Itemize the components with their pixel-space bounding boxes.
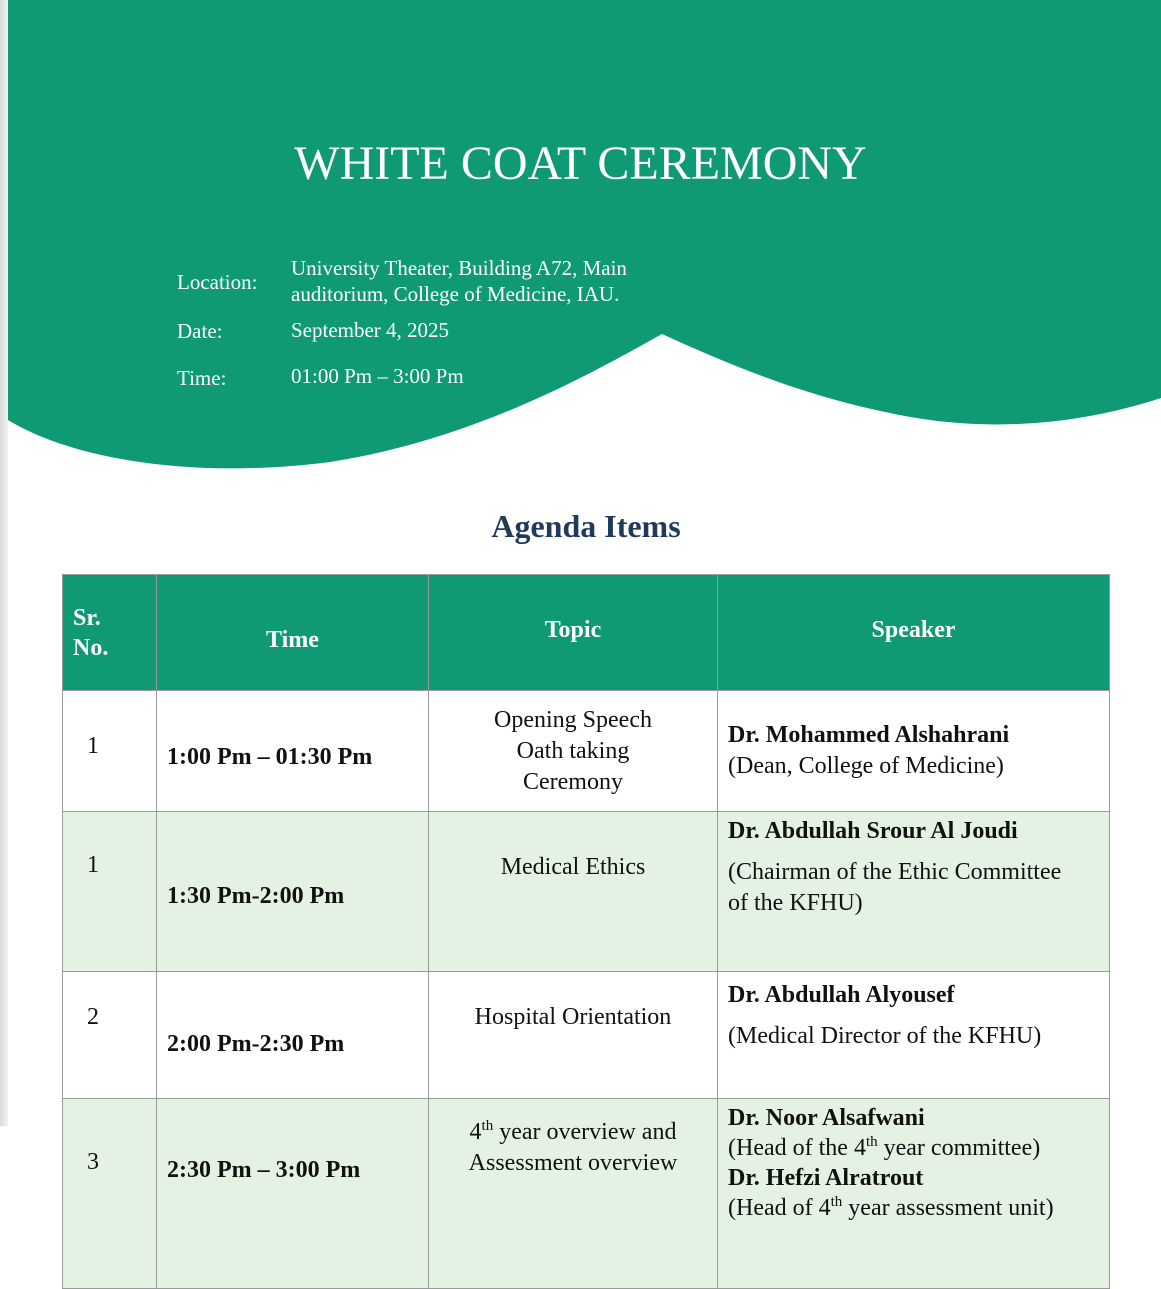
date-label: Date:	[177, 319, 223, 343]
speaker-role-text: year committee)	[877, 1135, 1041, 1161]
agenda-heading: Agenda Items	[491, 508, 681, 544]
topic-superscript: th	[481, 1118, 494, 1134]
time-value: 01:00 Pm – 3:00 Pm	[291, 364, 464, 388]
speaker-role-superscript: th	[865, 1134, 878, 1150]
table-row	[63, 812, 1110, 972]
topic-line: Assessment overview	[468, 1150, 678, 1176]
row-topic: Medical Ethics	[429, 812, 718, 972]
topic-line: Ceremony	[523, 768, 623, 795]
row-speaker	[718, 691, 1110, 812]
topic-line: Opening Speech	[494, 706, 652, 733]
row-sr-no: 1	[63, 812, 157, 972]
column-header-sr-no	[63, 575, 157, 691]
row-topic	[429, 1099, 718, 1289]
speaker-role: of the KFHU)	[728, 890, 863, 916]
column-header-sr-line-1: Sr.	[73, 604, 101, 631]
row-sr-no: 3	[63, 1099, 157, 1289]
table-header-row	[63, 575, 1110, 691]
speaker-name: Dr. Hefzi Alratrout	[728, 1165, 924, 1191]
row-topic	[429, 691, 718, 812]
row-time: 2:00 Pm-2:30 Pm	[157, 972, 429, 1099]
speaker-name: Dr. Abdullah Srour Al Joudi	[728, 818, 1018, 844]
column-header-topic: Topic	[429, 575, 718, 691]
table-row	[63, 972, 1110, 1099]
row-speaker	[718, 812, 1110, 972]
speaker-name: Dr. Abdullah Alyousef	[728, 982, 955, 1008]
table-row	[63, 1099, 1110, 1289]
speaker-name: Dr. Mohammed Alshahrani	[728, 722, 1010, 748]
location-line-2: auditorium, College of Medicine, IAU.	[291, 282, 620, 306]
column-header-sr-line-2: No.	[73, 634, 109, 661]
table-row	[63, 691, 1110, 812]
row-sr-no: 2	[63, 972, 157, 1099]
column-header-time: Time	[157, 575, 429, 691]
speaker-role	[728, 1133, 1108, 1163]
speaker-role: (Chairman of the Ethic Committee	[728, 859, 1062, 885]
speaker-role-superscript: th	[830, 1194, 843, 1210]
speaker-name: Dr. Noor Alsafwani	[728, 1105, 925, 1131]
row-speaker	[718, 972, 1110, 1099]
topic-number: 4	[469, 1119, 482, 1145]
topic-text: year overview and	[493, 1119, 677, 1145]
topic-line	[430, 1117, 716, 1148]
location-label: Location:	[177, 270, 258, 294]
speaker-role-text: (Head of 4	[728, 1195, 831, 1221]
row-time: 1:00 Pm – 01:30 Pm	[157, 691, 429, 812]
row-speaker	[718, 1099, 1110, 1289]
row-sr-no: 1	[63, 691, 157, 812]
time-label: Time:	[177, 366, 227, 390]
location-value	[291, 255, 711, 307]
agenda-table	[62, 574, 1110, 1289]
speaker-role-text: year assessment unit)	[842, 1195, 1054, 1221]
topic-line: Oath taking	[516, 737, 630, 764]
row-topic: Hospital Orientation	[429, 972, 718, 1099]
row-time: 2:30 Pm – 3:00 Pm	[157, 1099, 429, 1289]
speaker-role	[728, 1193, 1108, 1223]
page-title: WHITE COAT CEREMONY	[294, 137, 867, 190]
date-value: September 4, 2025	[291, 318, 450, 342]
column-header-speaker: Speaker	[718, 575, 1110, 691]
speaker-role: (Dean, College of Medicine)	[728, 753, 1004, 779]
location-line-1: University Theater, Building A72, Main	[291, 256, 627, 280]
row-time: 1:30 Pm-2:00 Pm	[157, 812, 429, 972]
speaker-role: (Medical Director of the KFHU)	[728, 1023, 1042, 1049]
header-wave-background	[0, 0, 1161, 480]
speaker-role-text: (Head of the 4	[728, 1135, 866, 1161]
